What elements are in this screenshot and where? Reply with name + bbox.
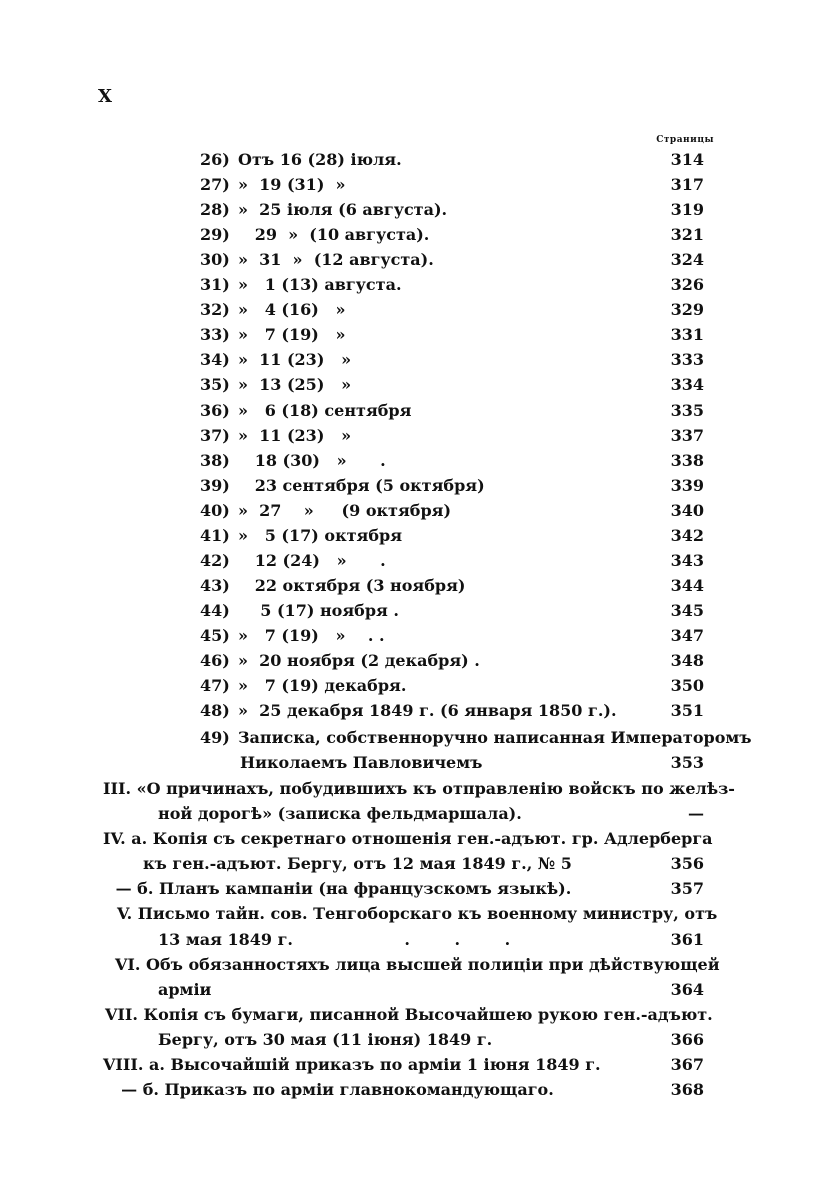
entry-number: 36) — [200, 401, 230, 420]
section-6-cont — [0, 977, 840, 1002]
section-page: 368 — [670, 1080, 704, 1099]
entry-text-continued: Николаемъ Павловичемъ — [240, 753, 483, 772]
entry-text: » 11 (23) » — [238, 350, 352, 369]
entry-number: 30) — [200, 250, 230, 269]
entry-text: » 5 (17) октября — [238, 526, 403, 545]
entry-number: 48) — [200, 701, 230, 720]
section-text: III. «О причинахъ, побудившихъ къ отправленію войскъ по желѣз- — [103, 779, 735, 798]
toc-entry — [0, 272, 840, 297]
section-text: VII. Копія съ бумаги, писанной Высочайшею рукою ген.-адъют. — [105, 1005, 713, 1024]
entry-page: 334 — [670, 375, 704, 394]
entry-number: 35) — [200, 375, 230, 394]
toc-entry — [0, 423, 840, 448]
entry-text: » 20 ноября (2 декабря) . — [238, 651, 480, 670]
entry-number: 40) — [200, 501, 230, 520]
toc-entry — [0, 197, 840, 222]
entry-text: » 7 (19) » — [238, 325, 346, 344]
entry-number: 38) — [200, 451, 230, 470]
section-7 — [0, 1002, 840, 1027]
section-5 — [0, 901, 840, 926]
section-text: — б. Планъ кампаніи (на французскомъ языкѣ). — [110, 879, 572, 898]
toc-entry — [0, 322, 840, 347]
section-text: VI. Объ обязанностяхъ лица высшей полиціи при дѣйствующей — [115, 955, 720, 974]
entry-text: » 25 декабря 1849 г. (6 января 1850 г.). — [238, 701, 617, 720]
entry-page: 331 — [670, 325, 704, 344]
section-5-cont — [0, 927, 840, 952]
entry-number: 49) — [200, 728, 230, 747]
toc-entry — [0, 648, 840, 673]
entry-page: 348 — [670, 651, 704, 670]
entry-page: 338 — [670, 451, 704, 470]
entry-page: 353 — [670, 753, 704, 772]
entry-number: 41) — [200, 526, 230, 545]
toc-entry — [0, 222, 840, 247]
entry-number: 43) — [200, 576, 230, 595]
column-heading: Страницы — [656, 135, 714, 145]
section-text-continued: Бергу, отъ 30 мая (11 іюня) 1849 г. — [158, 1030, 493, 1049]
entry-page: 337 — [670, 426, 704, 445]
page-number: X — [98, 86, 112, 107]
section-text: — б. Приказъ по арміи главнокомандующаго. — [110, 1080, 554, 1099]
toc-entry — [0, 623, 840, 648]
toc-entry — [0, 473, 840, 498]
entry-text: 29 » (10 августа). — [238, 225, 430, 244]
section-page: — — [688, 804, 704, 823]
entry-text: » 6 (18) сентября — [238, 401, 412, 420]
section-text-continued: арміи — [158, 980, 212, 999]
entry-number: 33) — [200, 325, 230, 344]
section-3 — [0, 776, 840, 801]
entry-number: 39) — [200, 476, 230, 495]
entry-text: 23 сентября (5 октября) — [238, 476, 485, 495]
entry-text: » 31 » (12 августа). — [238, 250, 434, 269]
toc-entry — [0, 523, 840, 548]
toc-entry — [0, 372, 840, 397]
entry-text: » 25 іюля (6 августа). — [238, 200, 448, 219]
entry-page: 345 — [670, 601, 704, 620]
entry-number: 34) — [200, 350, 230, 369]
entry-number: 27) — [200, 175, 230, 194]
entry-text: » 19 (31) » — [238, 175, 346, 194]
entry-text: Записка, собственноручно написанная Императоромъ — [238, 728, 752, 747]
entry-number: 45) — [200, 626, 230, 645]
entry-page: 335 — [670, 401, 704, 420]
entry-number: 26) — [200, 150, 230, 169]
entry-text: » 7 (19) » . . — [238, 626, 385, 645]
entry-page: 344 — [670, 576, 704, 595]
section-8b — [0, 1077, 840, 1102]
toc-entry — [0, 698, 840, 723]
entry-number: 31) — [200, 275, 230, 294]
section-text-continued: 13 мая 1849 г. . . . — [158, 930, 511, 949]
entry-number: 32) — [200, 300, 230, 319]
entry-text: 18 (30) » . — [238, 451, 386, 470]
toc-entry-49-cont — [0, 750, 840, 775]
section-page: 367 — [670, 1055, 704, 1074]
entry-page: 339 — [670, 476, 704, 495]
toc-entry — [0, 598, 840, 623]
toc-entry — [0, 498, 840, 523]
section-text: V. Письмо тайн. сов. Тенгоборскаго къ военному министру, отъ — [117, 904, 718, 923]
entry-text: » 4 (16) » — [238, 300, 346, 319]
entry-text: » 13 (25) » — [238, 375, 352, 394]
entry-number: 28) — [200, 200, 230, 219]
entry-page: 350 — [670, 676, 704, 695]
entry-page: 329 — [670, 300, 704, 319]
entry-number: 46) — [200, 651, 230, 670]
section-4b — [0, 876, 840, 901]
toc-entry — [0, 297, 840, 322]
entry-page: 333 — [670, 350, 704, 369]
section-page: 356 — [670, 854, 704, 873]
entry-page: 351 — [670, 701, 704, 720]
section-6 — [0, 952, 840, 977]
section-text: IV. а. Копія съ секретнаго отношенія ген.-адъют. гр. Адлерберга — [103, 829, 713, 848]
entry-number: 47) — [200, 676, 230, 695]
entry-page: 321 — [670, 225, 704, 244]
entry-page: 314 — [670, 150, 704, 169]
entry-text: » 27 » (9 октября) — [238, 501, 452, 520]
entry-text: 22 октября (3 ноября) — [238, 576, 466, 595]
section-text-continued: къ ген.-адъют. Бергу, отъ 12 мая 1849 г., № 5 — [143, 854, 572, 873]
entry-text: Отъ 16 (28) іюля. — [238, 150, 402, 169]
toc-entry — [0, 247, 840, 272]
section-text: VIII. а. Высочайшій приказъ по арміи 1 іюня 1849 г. — [103, 1055, 601, 1074]
section-8a — [0, 1052, 840, 1077]
entry-page: 342 — [670, 526, 704, 545]
toc-entry — [0, 172, 840, 197]
toc-entry — [0, 448, 840, 473]
entry-page: 347 — [670, 626, 704, 645]
section-4a-cont — [0, 851, 840, 876]
toc-entry-49 — [0, 725, 840, 750]
entry-page: 324 — [670, 250, 704, 269]
toc-entry — [0, 147, 840, 172]
toc-entry — [0, 673, 840, 698]
entry-number: 44) — [200, 601, 230, 620]
toc-entry — [0, 398, 840, 423]
entry-number: 42) — [200, 551, 230, 570]
entry-page: 317 — [670, 175, 704, 194]
entry-text: » 11 (23) » — [238, 426, 352, 445]
entry-text: » 7 (19) декабря. — [238, 676, 407, 695]
section-page: 361 — [670, 930, 704, 949]
entry-page: 340 — [670, 501, 704, 520]
toc-entry — [0, 573, 840, 598]
entry-page: 319 — [670, 200, 704, 219]
entry-page: 343 — [670, 551, 704, 570]
entry-number: 29) — [200, 225, 230, 244]
section-4a — [0, 826, 840, 851]
section-7-cont — [0, 1027, 840, 1052]
section-text-continued: ной дорогѣ» (записка фельдмаршала). — [158, 804, 522, 823]
section-3-cont — [0, 801, 840, 826]
entry-number: 37) — [200, 426, 230, 445]
section-page: 366 — [670, 1030, 704, 1049]
entry-page: 326 — [670, 275, 704, 294]
toc-entry — [0, 347, 840, 372]
section-page: 364 — [670, 980, 704, 999]
entry-text: 12 (24) » . — [238, 551, 386, 570]
section-page: 357 — [670, 879, 704, 898]
entry-text: 5 (17) ноября . — [238, 601, 399, 620]
toc-entry — [0, 548, 840, 573]
entry-text: » 1 (13) августа. — [238, 275, 402, 294]
